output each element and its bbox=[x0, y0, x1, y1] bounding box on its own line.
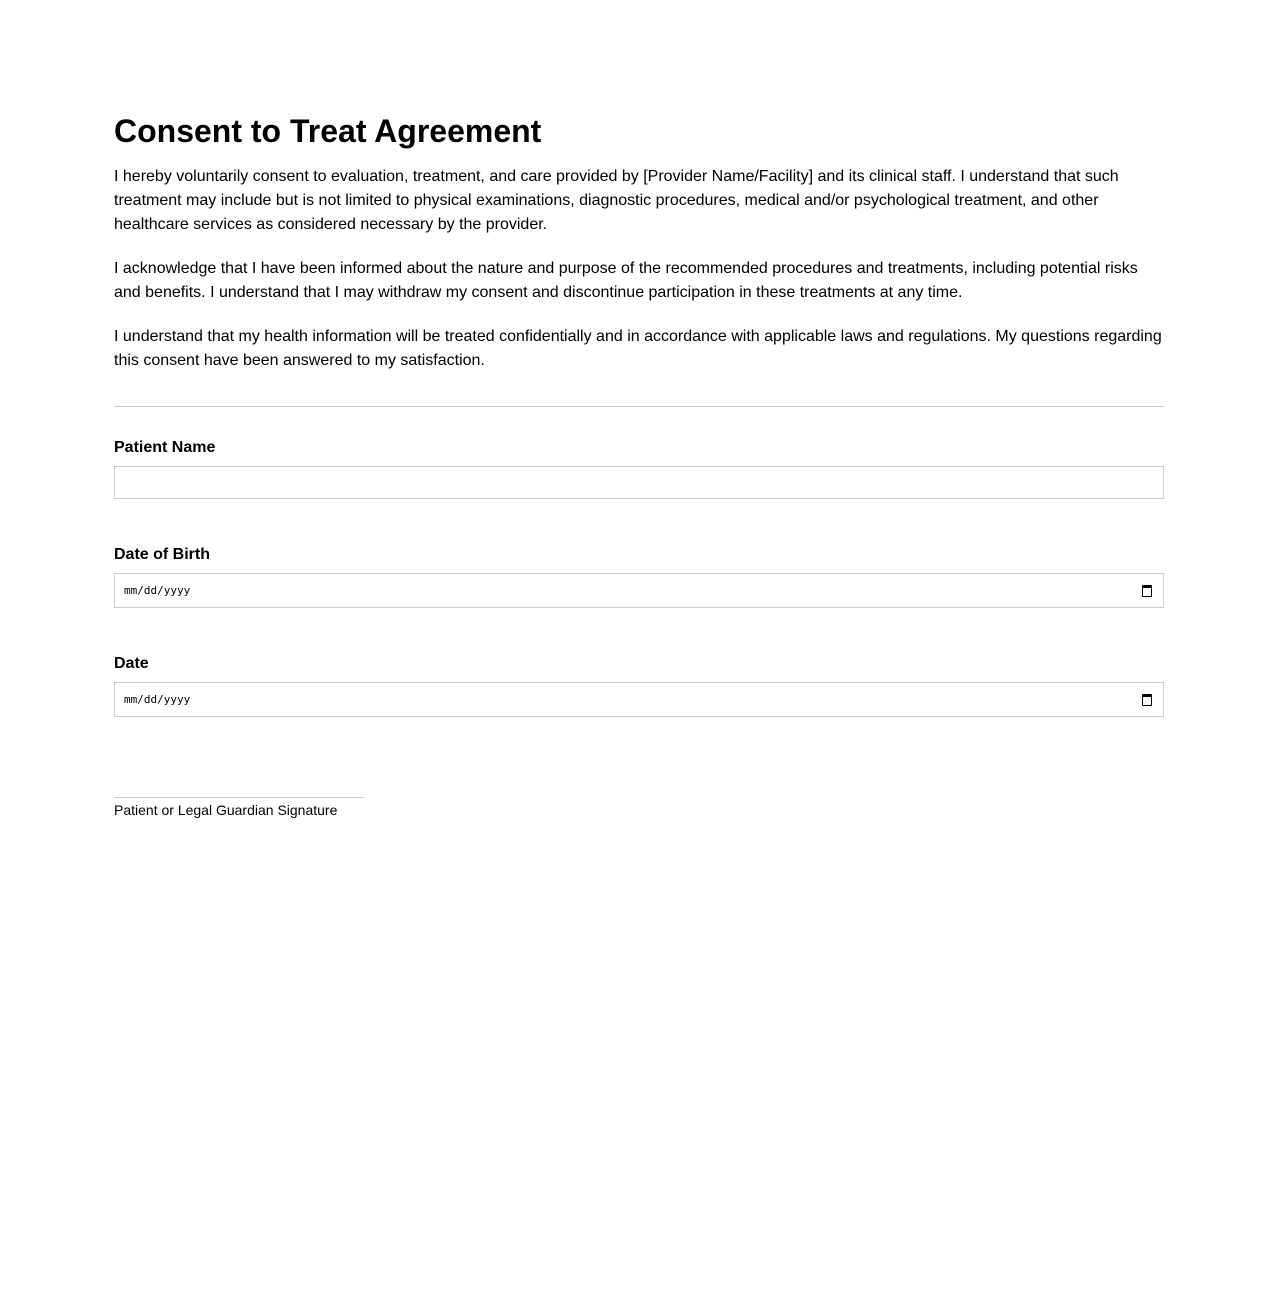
date-placeholder: mm/dd/yyyy bbox=[124, 693, 191, 706]
calendar-icon[interactable] bbox=[1142, 694, 1152, 706]
calendar-icon[interactable] bbox=[1142, 585, 1152, 597]
consent-paragraph-2: I acknowledge that I have been informed about the nature and purpose of the recommended procedures and treatments, including potential risks and benefits. I understand that I may withdraw my consent and discontinue participation in these treatments at any time. bbox=[114, 260, 1138, 301]
date-label: Date bbox=[114, 655, 149, 672]
consent-form bbox=[114, 0, 1164, 819]
date-input[interactable] bbox=[114, 682, 1164, 717]
consent-paragraph-1: I hereby voluntarily consent to evaluation, treatment, and care provided by [Provider Name/Facility] and its clinical staff. I understand that such treatment may include but is not limited to physical examinations, diagnostic procedures, medical and/or psychological treatment, and other healthcare services as considered necessary by the provider. bbox=[114, 168, 1119, 233]
date-of-birth-placeholder: mm/dd/yyyy bbox=[124, 584, 191, 597]
patient-name-label: Patient Name bbox=[114, 439, 216, 456]
section-divider bbox=[114, 406, 1164, 407]
patient-name-input[interactable] bbox=[114, 466, 1164, 499]
signature-block bbox=[114, 797, 364, 819]
consent-paragraph-3: I understand that my health information will be treated confidentially and in accordance with applicable laws and regulations. My questions regarding this consent have been answered to my satisfaction. bbox=[114, 328, 1162, 369]
date-of-birth-label: Date of Birth bbox=[114, 546, 210, 563]
signature-line[interactable] bbox=[114, 797, 364, 798]
page-title: Consent to Treat Agreement bbox=[114, 113, 542, 149]
date-of-birth-input[interactable] bbox=[114, 573, 1164, 608]
signature-label: Patient or Legal Guardian Signature bbox=[114, 802, 338, 818]
